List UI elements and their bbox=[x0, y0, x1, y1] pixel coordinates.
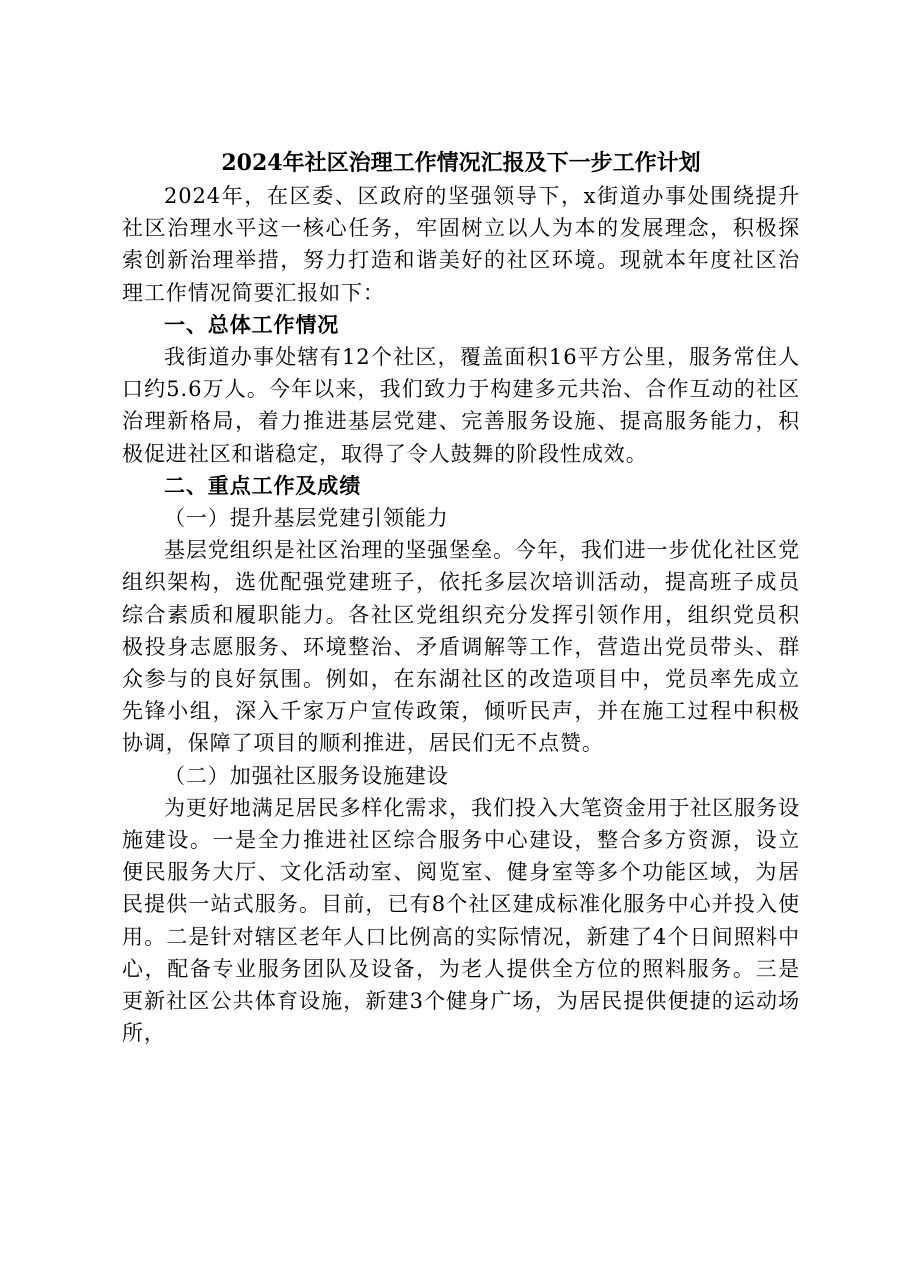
overall-paragraph: 我街道办事处辖有12个社区，覆盖面积16平方公里，服务常住人口约5.6万人。今年以来，我们致力于构建多元共治、合作互动的社区治理新格局，着力推进基层党建、完善服务设施、提高服务能力，积极促进社区和谐稳定，取得了令人鼓舞的阶段性成效。 bbox=[122, 345, 800, 466]
facilities-paragraph: 为更好地满足居民多样化需求，我们投入大笔资金用于社区服务设施建设。一是全力推进社区综合服务中心建设，整合多方资源，设立便民服务大厅、文化活动室、阅览室、健身室等多个功能区域，为居民提供一站式服务。目前，已有8个社区建成标准化服务中心并投入使用。二是针对辖区老年人口比例高的实际情况，新建了4个日间照料中心，配备专业服务团队及设备，为老人提供全方位的照料服务。三是更新社区公共体育设施，新建3个健身广场，为居民提供便捷的运动场所， bbox=[122, 795, 800, 1046]
section-heading-key-work: 二、重点工作及成绩 bbox=[164, 473, 362, 498]
subsection-heading-party-building: （一）提升基层党建引领能力 bbox=[164, 506, 449, 531]
document-title: 2024年社区治理工作情况汇报及下一步工作计划 bbox=[221, 150, 701, 176]
subsection-heading-facilities: （二）加强社区服务设施建设 bbox=[164, 763, 449, 788]
document-page bbox=[122, 146, 800, 1049]
section-heading-overall: 一、总体工作情况 bbox=[164, 312, 340, 337]
party-building-paragraph: 基层党组织是社区治理的坚强堡垒。今年，我们进一步优化社区党组织架构，选优配强党建班子，依托多层次培训活动，提高班子成员综合素质和履职能力。各社区党组织充分发挥引领作用，组织党员积极投身志愿服务、环境整治、矛盾调解等工作，营造出党员带头、群众参与的良好氛围。例如，在东湖社区的改造项目中，党员率先成立先锋小组，深入千家万户宣传政策，倾听民声，并在施工过程中积极协调，保障了项目的顺利推进，居民们无不点赞。 bbox=[122, 538, 800, 756]
intro-paragraph: 2024年，在区委、区政府的坚强领导下，x街道办事处围绕提升社区治理水平这一核心任务，牢固树立以人为本的发展理念，积极探索创新治理举措，努力打造和谐美好的社区环境。现就本年度社区治理工作情况简要汇报如下： bbox=[122, 184, 800, 305]
